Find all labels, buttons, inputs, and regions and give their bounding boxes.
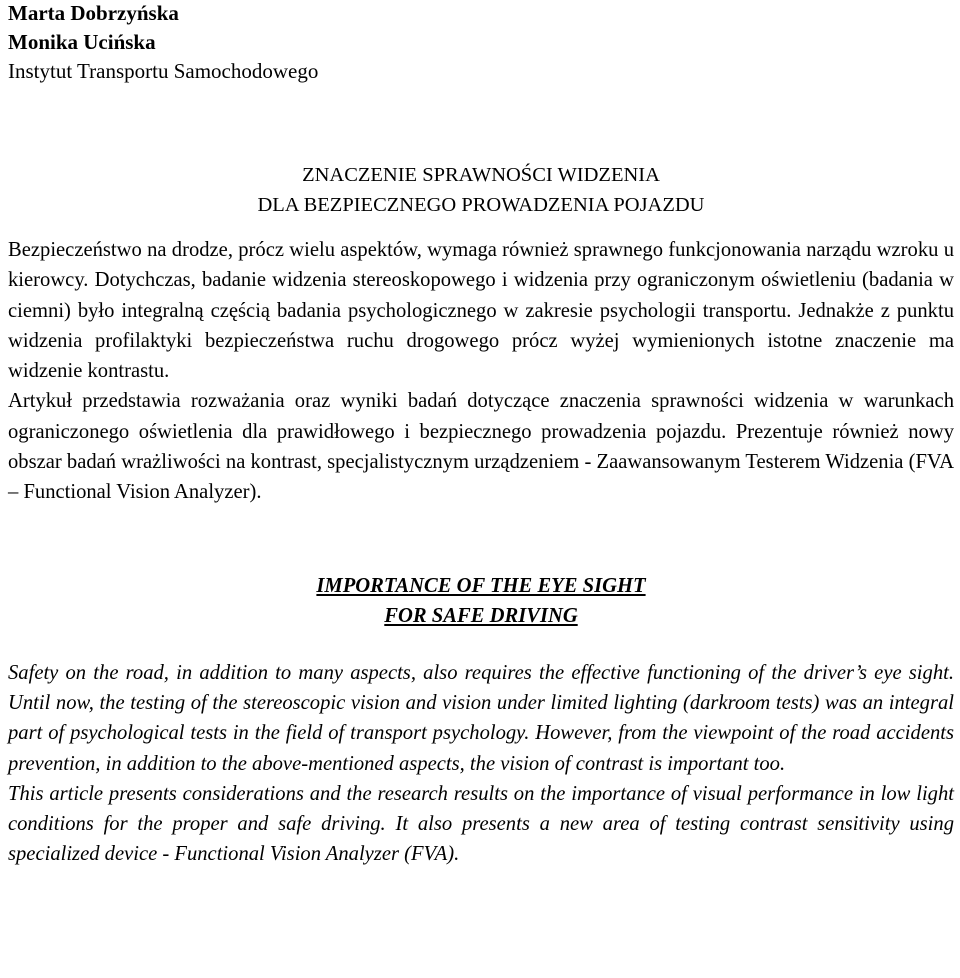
author-affiliation: Instytut Transportu Samochodowego — [8, 59, 319, 83]
polish-abstract-paragraph: Artykuł przedstawia rozważania oraz wyniki badań dotyczące znaczenia sprawności widzenia w warunkach ograniczonego oświetlenia dla prawidłowego i bezpiecznego prowadzenia pojazdu. Prezentuje również nowy obszar badań wrażliwości na kontrast, specjalistycznym urządzeniem - Zaawansowanym Testerem Widzenia (FVA – Functional Vision Analyzer). — [8, 390, 954, 504]
author-name: Monika Ucińska — [8, 30, 156, 54]
author-block — [8, 0, 954, 86]
paper-page — [8, 0, 954, 870]
english-abstract-paragraph: Safety on the road, in addition to many aspects, also requires the effective functioning of the driver’s eye sight. Until now, the testing of the stereoscopic vision and vision under limited lighting (darkroom tests) was an integral part of psychological tests in the field of transport psychology. However, from the viewpoint of the road accidents prevention, in addition to the above-mentioned aspects, the vision of contrast is important too. — [8, 661, 954, 775]
english-title-line: FOR SAFE DRIVING — [384, 604, 578, 627]
polish-title-line: ZNACZENIE SPRAWNOŚCI WIDZENIA — [302, 164, 660, 186]
polish-title — [8, 160, 954, 220]
polish-title-line: DLA BEZPIECZNEGO PROWADZENIA POJAZDU — [257, 194, 705, 216]
english-title — [8, 571, 954, 631]
author-name: Marta Dobrzyńska — [8, 1, 179, 25]
english-title-line: IMPORTANCE OF THE EYE SIGHT — [316, 574, 646, 597]
polish-abstract-paragraph: Bezpieczeństwo na drodze, prócz wielu aspektów, wymaga również sprawnego funkcjonowania narządu wzroku u kierowcy. Dotychczas, badanie widzenia stereoskopowego i widzenia przy ograniczonym oświetleniu (badania w ciemni) było integralną częścią badania psychologicznego w zakresie psychologii transportu. Jednakże z punktu widzenia profilaktyki bezpieczeństwa ruchu drogowego prócz wyżej wymienionych istotne znaczenie ma widzenie kontrastu. — [8, 239, 954, 383]
english-abstract-paragraph: This article presents considerations and the research results on the importance of visual performance in low light conditions for the proper and safe driving. It also presents a new area of testing contrast sensitivity using specialized device - Functional Vision Analyzer (FVA). — [8, 782, 954, 866]
